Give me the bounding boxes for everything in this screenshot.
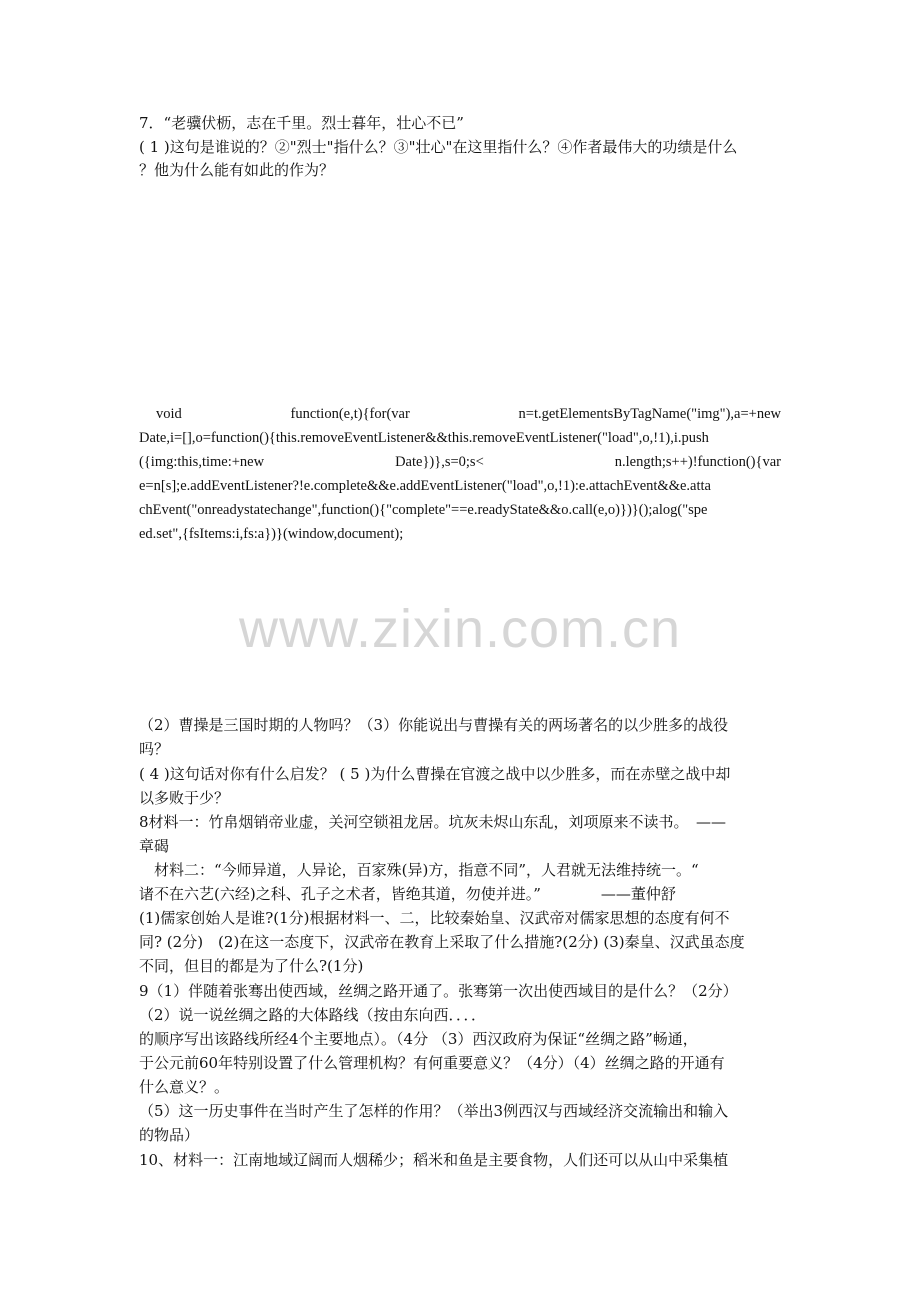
- code-row-6: ed.set",{fsItems:i,fs:a})}(window,document);: [139, 526, 404, 542]
- code-token: function(e,t){for(var: [290, 406, 410, 422]
- watermark: www.zixin.com.cn: [238, 599, 682, 659]
- body-line: 吗？: [139, 740, 170, 758]
- body-line: 不同，但目的都是为了什么?(1分): [139, 957, 364, 975]
- question-7-line-1: ( 1 )这句是谁说的？②"烈士"指什么？③"壮心"在这里指什么？④作者最伟大的功绩是什么: [139, 138, 738, 156]
- body-line: 以多败于少？: [139, 789, 230, 807]
- body-line: (1)儒家创始人是谁?(1分)根据材料一、二，比较秦始皇、汉武帝对儒家思想的态度有何不: [139, 909, 730, 927]
- body-line: 材料二：“今师异道，人异论，百家殊(异)方，指意不同”，人君就无法维持统一。“: [139, 861, 699, 879]
- code-token: n.length;s++)!function(){var: [614, 454, 781, 470]
- body-line: （2）曹操是三国时期的人物吗？（3）你能说出与曹操有关的两场著名的以少胜多的战役: [139, 716, 729, 734]
- body-line: ( 4 )这句话对你有什么启发？ ( 5 )为什么曹操在官渡之战中以少胜多，而在赤壁之战中却: [139, 765, 731, 783]
- body-line: 8材料一：竹帛烟销帝业虚，关河空锁祖龙居。坑灰未烬山东乱，刘项原来不读书。 ——: [139, 813, 727, 831]
- code-token: Date})},s=0;s<: [395, 454, 484, 470]
- body-line: 9（1）伴随着张骞出使西域，丝绸之路开通了。张骞第一次出使西域目的是什么？（2分）: [139, 982, 738, 1000]
- code-row-2: Date,i=[],o=function(){this.removeEventListener&&this.removeEventListener("load",o,!1),i.push: [139, 430, 709, 446]
- body-line: 诸不在六艺(六经)之科、孔子之术者，皆绝其道，勿使并进。” ——董仲舒: [139, 885, 676, 903]
- body-line: 什么意义？。: [139, 1078, 230, 1096]
- body-line: （5）这一历史事件在当时产生了怎样的作用？（举出3例西汉与西域经济交流输出和输入: [139, 1102, 729, 1120]
- script-code-block: [139, 402, 781, 546]
- code-row-5: chEvent("onreadystatechange",function(){"complete"==e.readyState&&o.call(e,o)})}();alog("spe: [139, 502, 708, 518]
- body-line: 同? (2分) (2)在这一态度下，汉武帝在教育上采取了什么措施?(2分) (3)秦皇、汉武虽态度: [139, 933, 745, 951]
- code-token: ({img:this,time:+new: [139, 454, 265, 470]
- code-token: void: [156, 406, 182, 422]
- body-line: 的物品）: [139, 1126, 200, 1144]
- body-line: 于公元前60年特别设置了什么管理机构？有何重要意义？（4分）（4）丝绸之路的开通有: [139, 1054, 725, 1072]
- code-token: n=t.getElementsByTagName("img"),a=+new: [518, 406, 781, 422]
- code-row-1: [139, 402, 781, 426]
- code-row-4: e=n[s];e.addEventListener?!e.complete&&e.addEventListener("load",o,!1):e.attachEvent&&e.atta: [139, 478, 711, 494]
- question-7-line-2: ？他为什么能有如此的作为？: [139, 161, 335, 179]
- question-7-title: 7．“老骥伏枥，志在千里。烈士暮年，壮心不已”: [139, 114, 464, 132]
- body-line: 章碣: [139, 837, 170, 855]
- code-row-3: [139, 450, 781, 474]
- body-line: （2）说一说丝绸之路的大体路线（按由东向西．．．．: [139, 1006, 487, 1024]
- body-line: 的顺序写出该路线所经4个主要地点）。（4分 （3）西汉政府为保证“丝绸之路”畅通，: [139, 1030, 698, 1048]
- body-line: 10、材料一：江南地域辽阔而人烟稀少；稻米和鱼是主要食物，人们还可以从山中采集植: [139, 1151, 729, 1169]
